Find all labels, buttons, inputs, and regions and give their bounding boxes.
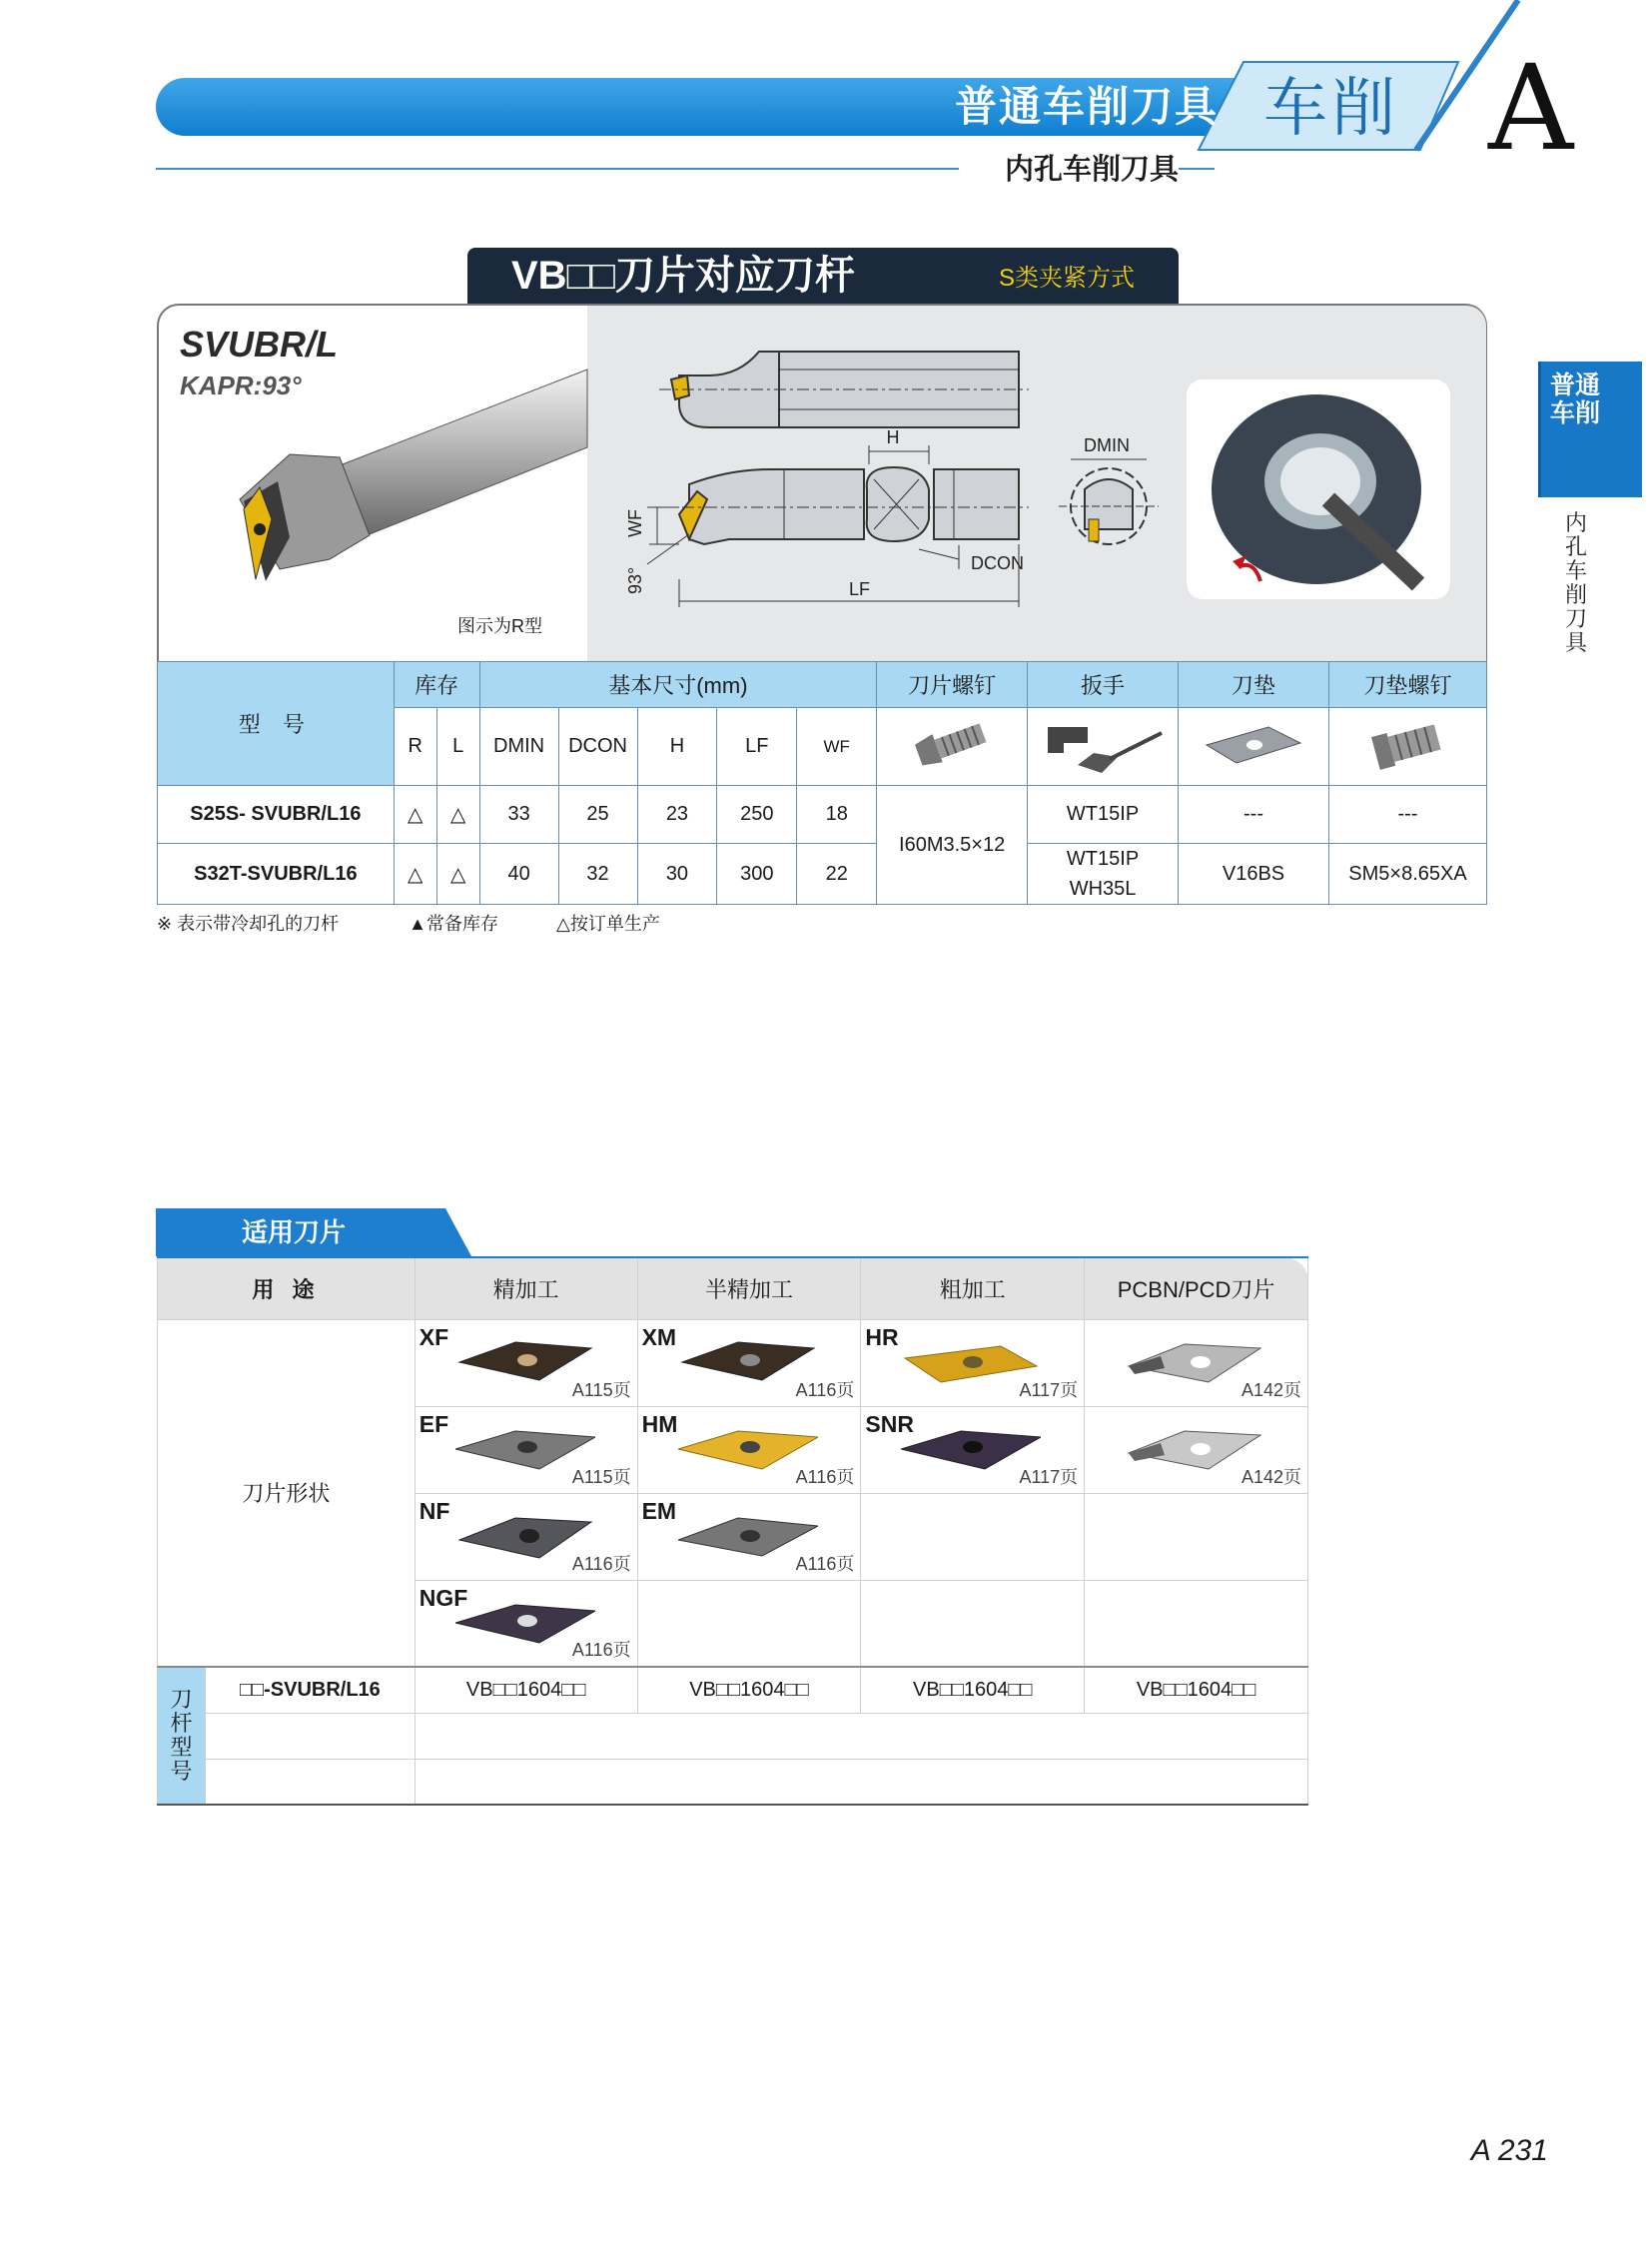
col-r: R [394, 708, 436, 786]
row-wrench-1: WT15IP [1066, 848, 1140, 870]
header-category: 车削 [1263, 72, 1399, 144]
col-h: H [637, 708, 717, 786]
rod-insert: VB□□1604□□ [637, 1667, 861, 1713]
row-dcon: 32 [558, 844, 637, 905]
row-lf: 250 [717, 786, 797, 844]
wrench-header: 扳手 [1028, 662, 1179, 708]
insert-cell[interactable] [637, 1319, 861, 1406]
insert-code: HR [865, 1323, 899, 1350]
insert-cell[interactable] [414, 1319, 637, 1406]
header-title: 普通车削刀具 [954, 83, 1219, 130]
empty-cell [861, 1493, 1085, 1580]
row-shim: --- [1179, 786, 1329, 844]
insert-page: A116页 [795, 1466, 855, 1487]
side-tab-sublabel: 内孔车削刀具 [1564, 510, 1587, 655]
model-header: 型 号 [158, 662, 395, 786]
shim-screw-icon [1362, 714, 1452, 774]
table-row [158, 844, 1487, 905]
insert-cell[interactable] [414, 1493, 637, 1580]
dims-header: 基本尺寸(mm) [479, 662, 877, 708]
row-r: △ [394, 844, 436, 905]
header-subtitle: 内孔车削刀具 [959, 150, 1179, 190]
insert-page: A142页 [1240, 1379, 1301, 1400]
page-number: A 231 [1470, 2134, 1548, 2167]
row-model: S32T-SVUBR/L16 [158, 844, 395, 905]
side-tab-edge [1538, 362, 1541, 497]
insert-page: A116页 [571, 1640, 631, 1660]
shim-icon-cell [1179, 708, 1329, 786]
insert-code: EM [641, 1497, 677, 1524]
rod-insert: VB□□1604□□ [414, 1667, 637, 1713]
bore-photo-icon [1199, 389, 1438, 599]
insert-cell[interactable] [637, 1493, 861, 1580]
product-kapr: KAPR:93° [180, 371, 302, 400]
rod-empty [414, 1713, 1307, 1759]
insert-code: SNR [865, 1410, 914, 1437]
inserts-tab-label: 适用刀片 [241, 1217, 346, 1247]
stock-header: 库存 [394, 662, 479, 708]
insert-cell[interactable] [414, 1406, 637, 1493]
insert-page: A116页 [795, 1553, 855, 1574]
row-wf: 18 [797, 786, 877, 844]
col-l: L [436, 708, 479, 786]
insert-code: EF [418, 1410, 449, 1437]
row-l: △ [436, 786, 479, 844]
empty-cell [637, 1580, 861, 1667]
wrench-icon-cell [1028, 708, 1179, 786]
insert-code: NGF [418, 1584, 468, 1611]
col-dmin: DMIN [479, 708, 558, 786]
col-pcbn: PCBN/PCD刀片 [1085, 1257, 1308, 1319]
row-model: S25S- SVUBR/L16 [158, 786, 395, 844]
title-block-clamp: S类夹紧方式 [999, 265, 1136, 292]
dim-dmin-label: DMIN [1084, 435, 1130, 455]
side-tab-label: 普通车削 [1550, 372, 1601, 427]
row-dmin: 33 [479, 786, 558, 844]
insert-page: A117页 [1019, 1379, 1079, 1400]
section-letter: A [1488, 39, 1574, 177]
row-shim: V16BS [1179, 844, 1329, 905]
rod-label: 刀杆型号 [158, 1667, 206, 1805]
row-wf: 22 [797, 844, 877, 905]
row-shim-screw: --- [1328, 786, 1486, 844]
col-dcon: DCON [558, 708, 637, 786]
row-r: △ [394, 786, 436, 844]
rod-empty [414, 1759, 1307, 1805]
insert-cell[interactable] [414, 1580, 637, 1667]
screw-header: 刀片螺钉 [877, 662, 1028, 708]
insert-cell[interactable] [637, 1406, 861, 1493]
rod-insert: VB□□1604□□ [1085, 1667, 1308, 1713]
insert-page: A117页 [1019, 1466, 1079, 1487]
wrench-icon [1038, 709, 1168, 779]
insert-code: XF [418, 1323, 449, 1350]
dim-dcon-label: DCON [971, 553, 1024, 573]
shape-label: 刀片形状 [158, 1319, 415, 1667]
inserts-table [157, 1256, 1308, 1806]
shim-header: 刀垫 [1179, 662, 1329, 708]
row-h: 23 [637, 786, 717, 844]
table-row [158, 786, 1487, 844]
shim-icon [1199, 719, 1308, 769]
spec-table [157, 661, 1487, 905]
row-wrench-2: WH35L [1069, 878, 1137, 900]
row-lf: 300 [717, 844, 797, 905]
insert-cell[interactable] [861, 1406, 1085, 1493]
empty-cell [1085, 1493, 1308, 1580]
row-screw: I60M3.5×12 [877, 786, 1028, 905]
row-dmin: 40 [479, 844, 558, 905]
insert-code: XM [641, 1323, 677, 1350]
row-wrench: WT15IP [1028, 786, 1179, 844]
dim-angle-label: 93° [625, 566, 645, 594]
rod-insert: VB□□1604□□ [861, 1667, 1085, 1713]
insert-cell[interactable] [1085, 1319, 1308, 1406]
dim-lf-label: LF [849, 579, 871, 599]
product-name: SVUBR/L [180, 324, 339, 365]
col-lf: LF [717, 708, 797, 786]
col-finishing: 精加工 [414, 1257, 637, 1319]
insert-code: HM [641, 1410, 678, 1437]
row-l: △ [436, 844, 479, 905]
insert-page: A116页 [571, 1553, 631, 1574]
insert-page: A142页 [1240, 1466, 1301, 1487]
insert-cell[interactable] [861, 1319, 1085, 1406]
dmin-view [1059, 429, 1159, 549]
rod-empty [205, 1713, 414, 1759]
col-semi-finishing: 半精加工 [637, 1257, 861, 1319]
use-header: 用 途 [158, 1257, 415, 1319]
footnote-order: △按订单生产 [555, 914, 660, 934]
empty-cell [1085, 1580, 1308, 1667]
insert-page: A116页 [795, 1379, 855, 1400]
footnote [157, 911, 856, 937]
empty-cell [861, 1580, 1085, 1667]
screw-icon-cell [877, 708, 1028, 786]
rod-model: □□-SVUBR/L16 [205, 1667, 414, 1713]
footnote-coolant: ※ 表示带冷却孔的刀杆 [157, 914, 340, 934]
shim-screw-icon-cell [1328, 708, 1486, 786]
dim-wf-label: WF [625, 509, 645, 537]
row-wrench [1028, 844, 1179, 905]
title-block-main: VB□□刀片对应刀杆 [511, 254, 855, 298]
dim-h-label: H [886, 427, 900, 447]
rod-empty [205, 1759, 414, 1805]
insert-page: A115页 [571, 1466, 631, 1487]
tool-holder-icon [220, 360, 589, 599]
insert-page: A115页 [571, 1379, 631, 1400]
col-wf: WF [797, 708, 877, 786]
insert-cell[interactable] [1085, 1406, 1308, 1493]
footnote-stock: ▲常备库存 [409, 914, 498, 934]
col-roughing: 粗加工 [861, 1257, 1085, 1319]
screw-icon [907, 714, 997, 774]
insert-code: NF [418, 1497, 450, 1524]
product-note: 图示为R型 [457, 616, 542, 636]
row-shim-screw: SM5×8.65XA [1328, 844, 1486, 905]
row-h: 30 [637, 844, 717, 905]
row-dcon: 25 [558, 786, 637, 844]
shim-screw-header: 刀垫螺钉 [1328, 662, 1486, 708]
